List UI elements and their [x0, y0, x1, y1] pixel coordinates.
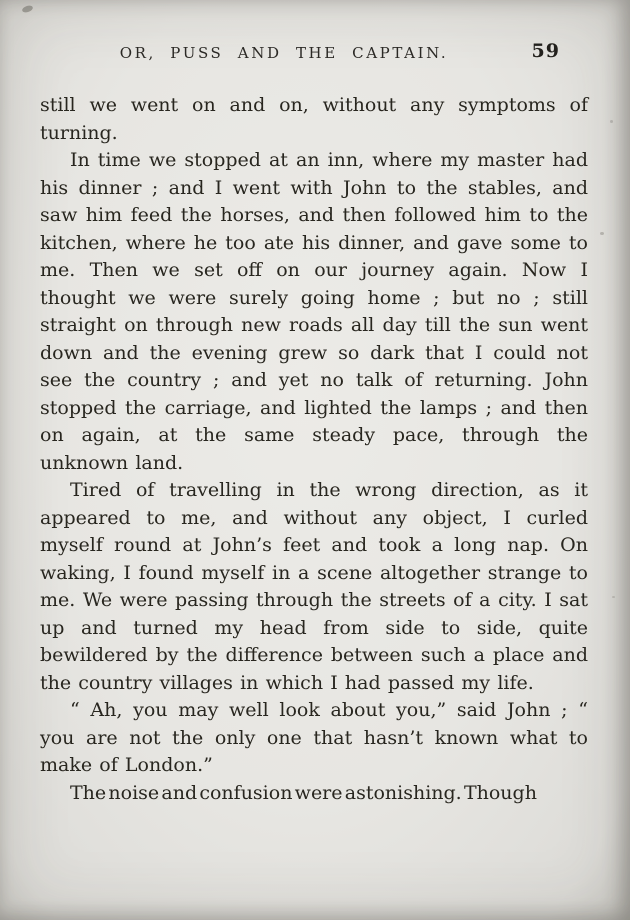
- page-content: [40, 40, 588, 807]
- paragraph: In time we stopped at an inn, where my master had his dinner ; and I went with John to the stables, and saw him feed the horses, and then followed him to the kitchen, where he too ate his dinner, and gave some to me. Then we set off on our journey again. Now I thought we were surely going home ; but no ; still straight on through new roads all day till the sun went down and the evening grew so dark that I could not see the country ; and yet no talk of returning. John stopped the carriage, and lighted the lamps ; and then on again, at the same steady pace, through the unknown land.: [40, 149, 588, 474]
- ink-smudge: [610, 120, 613, 123]
- ink-smudge: [612, 596, 615, 598]
- paragraph: Tired of travelling in the wrong direction, as it appeared to me, and without any object, I curled myself round at John’s feet and took a long nap. On waking, I found myself in a scene altogether strange to me. We were passing through the streets of a city. I sat up and turned my head from side to side, quite bewildered by the difference between such a place and the country villages in which I had passed my life.: [40, 479, 588, 694]
- paragraph: “ Ah, you may well look about you,” said John ; “ you are not the only one that hasn’t known what to make of London.”: [40, 699, 588, 776]
- page-header: [40, 40, 588, 70]
- page-body: [40, 92, 588, 807]
- page-number: 59: [531, 40, 560, 62]
- running-title: OR, PUSS AND THE CAPTAIN.: [119, 44, 449, 62]
- paragraph: still we went on and on, without any symptoms of turning.: [40, 94, 588, 144]
- ink-smudge: [21, 4, 33, 13]
- ink-smudge: [600, 232, 604, 235]
- paragraph: The noise and confusion were astonishing. Though: [70, 781, 537, 804]
